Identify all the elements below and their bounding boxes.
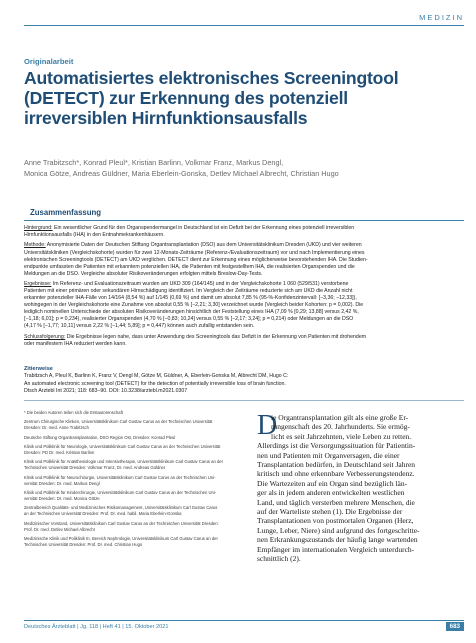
abstract-line bbox=[24, 316, 468, 323]
abstract-text: Universitätskliniken (Vergleichskohorte) wurden für zwei 12-Monats-Zeiträume (Referenz-/Evaluationszeitraum) vor und nach Implementierung eines bbox=[24, 249, 365, 256]
abstract-text: Patienten mit einer primären oder sekundären Hirnschädigung identifiziert. Im Vergleich der Zeiträume reduzierte sich am UKD die Anzahl nicht bbox=[24, 288, 353, 295]
abstract-paragraph bbox=[24, 334, 468, 348]
affiliation-entry bbox=[24, 536, 250, 548]
body-line: ie Organtransplantation gilt als eine große Er- bbox=[271, 413, 409, 422]
abstract-text: Im Referenz- und Evaluationszeitraum wurden am UKD 309 (164/145) und in der Vergleichskohorte 1 060 (529/531) verstorbene bbox=[51, 281, 349, 288]
body-line: nen und Patienten mit Organversagen, die einer bbox=[257, 450, 400, 460]
body-line: rungenschaft des 20. Jahrhunderts. Sie ermög- bbox=[271, 422, 410, 432]
abstract-heading: Zusammenfassung bbox=[30, 208, 102, 217]
affiliation-line: Klinik und Poliklinik für Neurologie, Universitätsklinikum Carl Gustav Carus an der Technischen Universität bbox=[24, 444, 221, 450]
abstract-paragraph bbox=[24, 242, 468, 277]
citation-heading: Zitierweise bbox=[24, 366, 53, 372]
affiliation-line: Medizinischer Vorstand, Universitätsklinikum Carl Gustav Carus an der Technischen Universität Dresden: bbox=[24, 520, 219, 526]
abstract-label: Ergebnisse: bbox=[24, 281, 52, 288]
body-line: Land, und täglich versterben mehrere Menschen, die bbox=[257, 497, 415, 507]
abstract-label: Methode: bbox=[24, 242, 46, 249]
abstract-text: Anonymisierte Daten der Deutschen Stiftung Organtransplantation (DSO) aus dem Universitätsklinikum Dresden (UKD) und vier weiteren bbox=[45, 242, 362, 249]
affiliation-line: Zentralbereich Qualitäts- und Medizinisches Risikomanagement, Universitätsklinikum Carl Gustav Carus bbox=[24, 505, 218, 511]
abstract-line bbox=[24, 295, 468, 302]
abstract-label: Schlussfolgerung: bbox=[24, 333, 66, 340]
abstract-text: oder manifestem IHA reduziert werden kann. bbox=[24, 340, 127, 347]
affiliation-line: Dresden: Dr. med. Anne Trabitzsch bbox=[24, 425, 89, 431]
abstract-line bbox=[24, 341, 468, 348]
abstract-line bbox=[24, 334, 468, 341]
abstract-header bbox=[24, 208, 464, 221]
abstract-line bbox=[24, 271, 468, 278]
affiliations bbox=[24, 410, 250, 551]
affiliation-entry bbox=[24, 459, 250, 471]
affiliation-line: Technischen Universität Dresden: Prof. Dr. med. Christian Hugo bbox=[24, 541, 143, 547]
abstract-line bbox=[24, 225, 468, 232]
citation-line: An automated electronic screening tool (DETECT) for the detection of potentially irreversible loss of brain function. bbox=[24, 380, 286, 387]
affiliation-line: Klinik und Poliklinik für Kinderchirurgie, Universitätsklinikum Carl Gustav Carus an der Technischen Uni- bbox=[24, 490, 217, 496]
affiliation-line: versität Dresden: Dr. med. Markus Dengl bbox=[24, 480, 100, 486]
affiliation-line: Klinik und Poliklinik für Neurochirurgie, Universitätsklinikum Carl Gustav Carus an der Technischen Uni- bbox=[24, 474, 216, 480]
body-line: Allerdings ist die Versorgungssituation für Patientin- bbox=[257, 441, 416, 451]
abstract-text: (4,17 % [−1,77; 10,11] versus 2,22 % [−1,44; 5,89]; p = 0,447) können auch zufallig entstanden sein. bbox=[24, 323, 255, 330]
affiliation-entry bbox=[24, 475, 250, 487]
section-tag: MEDIZIN bbox=[419, 13, 464, 22]
affiliation-entry bbox=[24, 521, 250, 533]
author-line: Monica Götze, Andreas Güldner, Maria Eberlein-Gonska, Detlev Michael Albrecht, Christian Hugo bbox=[24, 168, 339, 178]
title-line: Automatisiertes elektronisches Screeningtool bbox=[24, 68, 399, 88]
affiliation-line: Zentrum Chirurgische Klinken, Universitätsklinikum Carl Gustav Carus an der Technischen Universität bbox=[24, 419, 213, 425]
abstract-line bbox=[24, 264, 468, 271]
affiliation-line: Prof. Dr. med. Detlev Michael Albrecht bbox=[24, 526, 95, 532]
abstract-text: Hirnfunktionsausfalls (IHA) in den Entnahmekrankenhäusern. bbox=[24, 232, 165, 239]
title-line: (DETECT) zur Erkennung des potenziell bbox=[24, 87, 348, 108]
body-line: Transplantation bedürfen, in Deutschland seit Jahren bbox=[257, 460, 416, 470]
abstract-line bbox=[24, 257, 468, 264]
abstract-line bbox=[24, 309, 468, 316]
affiliation-entry bbox=[24, 490, 250, 502]
citation-line: Dtsch Arztebl Int 2021; 118: 683–90. DOI: 10.3238/arztebl.m2021.0307 bbox=[24, 387, 188, 394]
abstract-line bbox=[24, 250, 468, 257]
affiliation-line: versität Dresden: Dr. med. Monica Götze bbox=[24, 495, 100, 501]
abstract-text: [−1,18; 6,01]; p = 0,234), realisierter Organspenden (4,70 % [−0,83; 10,24] versus 0,55 % [−2,17; 3,24]; p = 0,214) oder Meldungen an die DSO bbox=[24, 316, 354, 323]
abstract-label: Hintergrund: bbox=[24, 225, 53, 231]
title-line: irreversiblen Hirnfunktionsausfalls bbox=[24, 107, 308, 128]
affiliation-line: an der Technischen Universität Dresden: Prof. Dr. med. habil. Maria Eberlein-Gonska bbox=[24, 511, 182, 517]
affiliation-entry bbox=[24, 444, 250, 456]
journal-footer: Deutsches Ärzteblatt | Jg. 118 | Heft 41 | 15. Oktober 2021 bbox=[24, 624, 169, 630]
body-line: kritisch und ohne erkennbare Verbesserungstendenz. bbox=[257, 469, 415, 479]
affiliation-entry bbox=[24, 435, 250, 441]
author-list bbox=[24, 158, 469, 179]
affiliation-line: Deutsche Stiftung Organtransplantation, DSO Region Ost, Dresden: Konrad Pleul bbox=[24, 434, 176, 440]
affiliation-line: Klinik und Poliklinik für Anästhesiologie und Intensivtherapie, Universitätsklinikum Carl Gustav Carus an der bbox=[24, 459, 224, 465]
abstract-paragraph bbox=[24, 225, 468, 239]
page-number: 683 bbox=[446, 622, 464, 631]
body-line: schnittlich (2). bbox=[257, 554, 301, 564]
article-kicker: Originalarbeit bbox=[24, 57, 74, 66]
footer-rule bbox=[24, 620, 464, 621]
abstract-paragraph bbox=[24, 281, 468, 330]
article-title bbox=[24, 69, 464, 128]
abstract-text: endpunkte umfassten die Patienten mit erkanntem potenziellen IHA, die Patienten mit festgestelltem IHA, die realisierten Organspenden und die bbox=[24, 263, 355, 270]
body-text bbox=[257, 410, 469, 564]
abstract-text: Meldungen an die DSO. Vergleiche absoluter Risikoveränderungen erfolgten mittels Breslow-Day-Tests. bbox=[24, 270, 263, 277]
body-line: Transplantationen von postmortalen Organen (Herz, bbox=[257, 516, 414, 526]
abstract-text: erkannter potenzieller IHA-Fälle von 14/164 (8,54 %) auf 1/145 (0,69 %) und damit um absolut 7,85 % (95-%-Konfidenzintervall: [−3,36; −12,33]), bbox=[24, 295, 357, 302]
affiliation-line: Dresden: PD Dr. med. Kristian Barlinn bbox=[24, 450, 95, 456]
affiliation-entry bbox=[24, 419, 250, 431]
abstract-line bbox=[24, 281, 468, 288]
abstract-text: Ein wesentlicher Grund für den Organspendermangel in Deutschland ist ein Defizit bei der Erkennung eines potenziell irreversiblen bbox=[52, 225, 355, 231]
abstract-line bbox=[24, 323, 468, 330]
affiliation-entry bbox=[24, 505, 250, 517]
abstract-rule bbox=[24, 220, 464, 221]
abstract-line bbox=[24, 302, 468, 309]
abstract-line bbox=[24, 288, 468, 295]
drop-cap: D bbox=[257, 410, 278, 441]
abstract-line bbox=[24, 242, 468, 249]
abstract-text: elektronischen Screeningtools (DETECT) am UKD verglichen. DETECT dient zur Erkennung eines möglicherweise bevorstehenden IHA. Die Studien- bbox=[24, 256, 368, 263]
abstract-text: Die Ergebnisse legen nahe, dass unter Anwendung des Screeningtools das Defizit in der Erkennung von Patienten mit drohendem bbox=[65, 333, 367, 340]
affiliation-entry bbox=[24, 410, 250, 416]
body-line: Die Wartezeiten auf ein Organ sind bezüglich län- bbox=[257, 478, 408, 488]
affiliation-separator bbox=[24, 400, 464, 401]
abstract-body bbox=[24, 225, 468, 351]
citation-line: Trabitzsch A, Pleul K, Barlinn K, Franz V, Dengl M, Götze M, Güldner, A, Eberlein-Gonska M, Albrecht DM, Hugo C: bbox=[24, 373, 289, 380]
affiliation-line: * Die beiden Autoren teilen sich die Erstautorenschaft bbox=[24, 410, 123, 415]
abstract-line bbox=[24, 232, 468, 239]
body-line: ger als in jedem anderen entwickelten westlichen bbox=[257, 488, 405, 498]
abstract-text: lediglich nominellen Unterschiede der absoluten Risikoveränderungen hinsichtlich der Feststellung eines IHA (7,09 % [0,29; 13,88] versus 2,42 %, bbox=[24, 309, 359, 316]
body-line: auf der Warteliste stehen (1). Die Ergebnisse der bbox=[257, 507, 403, 517]
body-line: Empfänger im internationalen Vergleich unterdurch- bbox=[257, 544, 415, 554]
body-line: Lunge, Leber, Niere) sind aufgrund des fortgeschritte- bbox=[257, 525, 420, 535]
abstract-text: wohingegen in der Vergleichskohorte eine Zunahme von absolut 0,55 % [−2,21; 3,30] verzeichnet wurde (Vergleich beider Kohorten: p = 0,002). Die bbox=[24, 302, 364, 309]
citation-block bbox=[24, 366, 468, 395]
author-line: Anne Trabitzsch*, Konrad Pleul*, Kristian Barlinn, Volkmar Franz, Markus Dengl, bbox=[24, 158, 284, 167]
body-line: licht es seit Jahrzehnten, viele Leben zu retten. bbox=[271, 431, 412, 441]
header-rule bbox=[24, 25, 464, 26]
affiliation-line: Technischen Universität Dresden: Volkmar Franz, Dr. med. Andreas Güldner bbox=[24, 465, 166, 471]
body-line: nen Erkrankungszustands der häufig lange wartenden bbox=[257, 535, 418, 545]
affiliation-line: Medizinische Klinik und Poliklinik III, Bereich Nephrologie, Universitätsklinikum Carl Gustav Carus an der bbox=[24, 536, 218, 541]
